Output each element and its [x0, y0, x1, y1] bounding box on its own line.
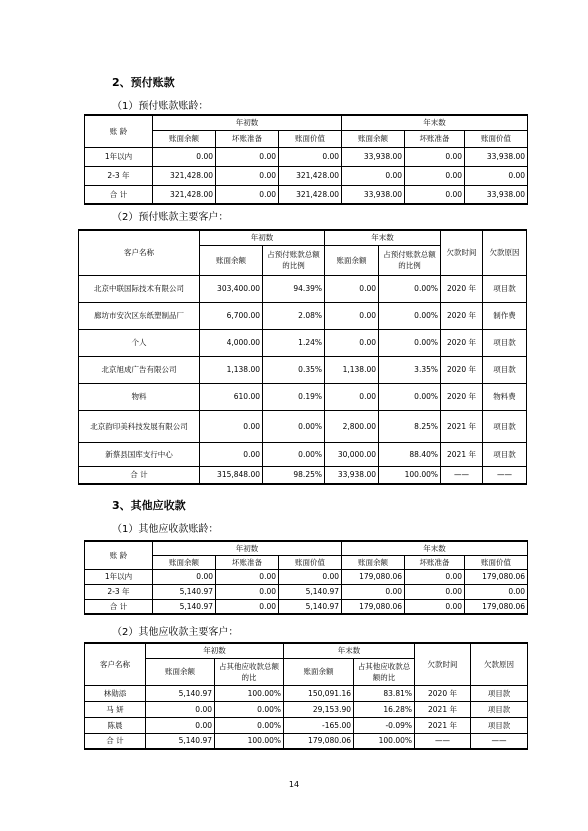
table-cell: 5,140.97 — [153, 584, 216, 599]
table-cell: 0.00 — [279, 147, 342, 166]
table-cell: 0.00 — [325, 329, 379, 356]
table-cell: 2020 年 — [441, 383, 483, 410]
sub-header: 账面价值 — [279, 555, 342, 569]
table-cell: 98.25% — [263, 466, 325, 484]
table-cell: 制作费 — [483, 302, 527, 329]
sub-header: 账面余额 — [284, 658, 354, 685]
table-cell: 0.00% — [379, 275, 441, 302]
table-cell: 0.00% — [379, 302, 441, 329]
sub-header: 坏账准备 — [405, 130, 465, 147]
table-cell: 2020 年 — [415, 685, 471, 701]
table-cell: 83.81% — [354, 685, 415, 701]
table-cell: 303,400.00 — [200, 275, 263, 302]
table-cell: 33,938.00 — [325, 466, 379, 484]
table-cell: 2020 年 — [441, 356, 483, 383]
table-cell: 6,700.00 — [200, 302, 263, 329]
table-cell: 0.00 — [216, 584, 279, 599]
table-row — [85, 685, 528, 701]
table-cell: 0.00 — [405, 569, 465, 584]
page-number: 14 — [288, 780, 300, 789]
table-cell: 2021 年 — [415, 701, 471, 717]
table-row — [79, 410, 527, 442]
table-cell: 合 计 — [85, 599, 153, 614]
header-end: 年末数 — [342, 115, 528, 130]
table-cell: 项目款 — [483, 410, 527, 442]
sub-header: 账面价值 — [465, 130, 528, 147]
table-cell: 0.00 — [405, 147, 465, 166]
table-cell: 5,140.97 — [153, 599, 216, 614]
table-total-row — [79, 466, 527, 484]
other-receivables-aging-subtitle: （1）其他应收款账龄： — [112, 524, 219, 535]
sub-header: 坏账准备 — [405, 555, 465, 569]
sub-header: 账面余额 — [153, 555, 216, 569]
table-cell: 0.00 — [153, 569, 216, 584]
table-cell: 项目款 — [483, 442, 527, 466]
table-cell: 0.00 — [153, 147, 216, 166]
table-cell: 0.00 — [216, 599, 279, 614]
prepayment-customers-table — [78, 229, 527, 485]
table-cell: 项目款 — [483, 275, 527, 302]
table-cell: 项目款 — [483, 356, 527, 383]
table-cell: 项目款 — [471, 685, 528, 701]
table-cell: 5,140.97 — [146, 685, 215, 701]
table-cell: 150,091.16 — [284, 685, 354, 701]
prepayment-customers-subtitle: （2）预付账款主要客户： — [112, 212, 229, 223]
table-cell: 0.00 — [146, 717, 215, 733]
table-cell: 个人 — [79, 329, 200, 356]
table-cell: 物料费 — [483, 383, 527, 410]
table-cell: 1.24% — [263, 329, 325, 356]
table-cell: 2021 年 — [415, 717, 471, 733]
table-cell: 项目款 — [471, 717, 528, 733]
header-begin: 年初数 — [153, 541, 342, 555]
header-arrears-reason: 欠款原因 — [471, 643, 528, 685]
table-cell: 0.00 — [405, 166, 465, 185]
section-3-title: 3、其他应收款 — [112, 499, 186, 512]
table-cell: 179,080.06 — [284, 733, 354, 749]
table-cell: 0.00 — [405, 599, 465, 614]
table-cell: 2020 年 — [441, 302, 483, 329]
table-cell: 新蔡县国库支行中心 — [79, 442, 200, 466]
sub-header: 账面价值 — [279, 130, 342, 147]
table-cell: 北京韵印美科技发展有限公司 — [79, 410, 200, 442]
table-cell: 29,153.90 — [284, 701, 354, 717]
table-cell: 88.40% — [379, 442, 441, 466]
table-row — [85, 701, 528, 717]
table-cell: 林勋添 — [85, 685, 146, 701]
table-row — [79, 442, 527, 466]
table-row — [85, 584, 528, 599]
table-row — [85, 717, 528, 733]
table-cell: 廊坊市安次区东纸塑制品厂 — [79, 302, 200, 329]
table-cell: 33,938.00 — [342, 147, 405, 166]
prepayment-aging-table — [84, 114, 528, 205]
table-cell: 321,428.00 — [279, 166, 342, 185]
sub-header: 账面余额 — [200, 245, 263, 275]
table-cell: 3.35% — [379, 356, 441, 383]
table-cell: 4,000.00 — [200, 329, 263, 356]
table-cell: 5,140.97 — [279, 584, 342, 599]
section-2-title: 2、预付账款 — [112, 76, 175, 89]
table-cell: 179,080.06 — [465, 599, 528, 614]
table-cell: 项目款 — [471, 701, 528, 717]
header-arrears-reason: 欠款原因 — [483, 230, 527, 275]
table-cell: 2,800.00 — [325, 410, 379, 442]
header-age: 账 龄 — [85, 115, 153, 147]
table-cell: 0.00 — [216, 166, 279, 185]
table-cell: 1,138.00 — [325, 356, 379, 383]
table-row — [79, 329, 527, 356]
table-cell: 30,000.00 — [325, 442, 379, 466]
sub-header: 账面余额 — [342, 555, 405, 569]
table-row — [85, 147, 528, 166]
header-end: 年末数 — [342, 541, 528, 555]
table-cell: 5,140.97 — [279, 599, 342, 614]
table-cell: 北京旭成广告有限公司 — [79, 356, 200, 383]
table-cell: —— — [441, 466, 483, 484]
table-cell: 0.00 — [216, 185, 279, 204]
table-cell: —— — [415, 733, 471, 749]
table-total-row — [85, 599, 528, 614]
table-cell: 0.00 — [465, 584, 528, 599]
prepayment-aging-subtitle: （1）预付账款账龄： — [112, 101, 209, 112]
table-cell: 0.00 — [216, 147, 279, 166]
table-row — [79, 356, 527, 383]
table-total-row — [85, 733, 528, 749]
table-cell: 0.00 — [342, 166, 405, 185]
table-cell: 1年以内 — [85, 147, 153, 166]
sub-header: 坏账准备 — [216, 130, 279, 147]
table-cell: 0.35% — [263, 356, 325, 383]
header-age: 账 龄 — [85, 541, 153, 569]
table-cell: 100.00% — [354, 733, 415, 749]
table-cell: —— — [471, 733, 528, 749]
sub-header: 账面余额 — [146, 658, 215, 685]
table-cell: 2021 年 — [441, 442, 483, 466]
header-begin: 年初数 — [153, 115, 342, 130]
table-cell: 0.00% — [263, 442, 325, 466]
table-cell: 2020 年 — [441, 329, 483, 356]
header-customer-name: 客户名称 — [85, 643, 146, 685]
table-cell: 100.00% — [215, 733, 284, 749]
sub-header: 账面余额 — [325, 245, 379, 275]
sub-header: 坏账准备 — [216, 555, 279, 569]
table-row — [79, 275, 527, 302]
table-cell: 2020 年 — [441, 275, 483, 302]
sub-header: 账面余额 — [342, 130, 405, 147]
table-cell: 100.00% — [215, 685, 284, 701]
table-cell: 合 计 — [85, 733, 146, 749]
table-cell: 33,938.00 — [465, 147, 528, 166]
table-cell: 2.08% — [263, 302, 325, 329]
table-cell: 0.00% — [215, 701, 284, 717]
header-begin: 年初数 — [146, 643, 284, 658]
sub-header: 占预付账款总额的比例 — [379, 245, 441, 275]
table-cell: 321,428.00 — [279, 185, 342, 204]
table-cell: —— — [483, 466, 527, 484]
table-cell: 321,428.00 — [153, 166, 216, 185]
table-cell: 0.00% — [379, 329, 441, 356]
table-cell: 179,080.06 — [342, 599, 405, 614]
sub-header: 占其他应收款总额的比 — [215, 658, 284, 685]
table-cell: 33,938.00 — [342, 185, 405, 204]
sub-header: 占预付账款总额的比例 — [263, 245, 325, 275]
table-cell: 94.39% — [263, 275, 325, 302]
sub-header: 账面价值 — [465, 555, 528, 569]
table-cell: 北京中联国际技术有限公司 — [79, 275, 200, 302]
table-cell: 合 计 — [85, 185, 153, 204]
table-cell: 0.00 — [200, 442, 263, 466]
table-cell: 179,080.06 — [342, 569, 405, 584]
table-cell: 0.00 — [279, 569, 342, 584]
table-cell: 合 计 — [79, 466, 200, 484]
table-cell: 马 妍 — [85, 701, 146, 717]
table-cell: 8.25% — [379, 410, 441, 442]
table-cell: -0.09% — [354, 717, 415, 733]
table-cell: 315,848.00 — [200, 466, 263, 484]
table-cell: 610.00 — [200, 383, 263, 410]
table-cell: 0.00 — [325, 383, 379, 410]
header-arrears-time: 欠款时间 — [441, 230, 483, 275]
header-customer-name: 客户名称 — [79, 230, 200, 275]
table-cell: 0.00% — [215, 717, 284, 733]
table-cell: 项目款 — [483, 329, 527, 356]
table-total-row — [85, 185, 528, 204]
table-cell: 33,938.00 — [465, 185, 528, 204]
table-cell: 5,140.97 — [146, 733, 215, 749]
table-cell: 0.00 — [342, 584, 405, 599]
table-row — [85, 569, 528, 584]
table-cell: 0.19% — [263, 383, 325, 410]
table-cell: 0.00 — [325, 275, 379, 302]
other-receivables-aging-table — [84, 540, 528, 615]
table-cell: 0.00% — [263, 410, 325, 442]
table-row — [79, 302, 527, 329]
table-cell: 0.00 — [200, 410, 263, 442]
header-end: 年末数 — [284, 643, 415, 658]
sub-header: 占其他应收款总额的比 — [354, 658, 415, 685]
table-cell: 陈晨 — [85, 717, 146, 733]
other-receivables-customers-subtitle: （2）其他应收款主要客户： — [112, 627, 239, 638]
table-cell: 1,138.00 — [200, 356, 263, 383]
table-cell: 2-3 年 — [85, 166, 153, 185]
table-cell: 0.00 — [405, 185, 465, 204]
sub-header: 账面余额 — [153, 130, 216, 147]
table-cell: 2021 年 — [441, 410, 483, 442]
table-cell: 0.00 — [146, 701, 215, 717]
header-end: 年末数 — [325, 230, 441, 245]
table-cell: 100.00% — [379, 466, 441, 484]
table-cell: 0.00 — [405, 584, 465, 599]
table-cell: -165.00 — [284, 717, 354, 733]
other-receivables-customers-table — [84, 642, 528, 750]
table-cell: 179,080.06 — [465, 569, 528, 584]
header-begin: 年初数 — [200, 230, 325, 245]
table-cell: 16.28% — [354, 701, 415, 717]
table-cell: 0.00 — [216, 569, 279, 584]
table-cell: 0.00 — [465, 166, 528, 185]
table-row — [85, 166, 528, 185]
table-cell: 2-3 年 — [85, 584, 153, 599]
header-arrears-time: 欠款时间 — [415, 643, 471, 685]
table-cell: 物料 — [79, 383, 200, 410]
table-cell: 321,428.00 — [153, 185, 216, 204]
table-cell: 0.00% — [379, 383, 441, 410]
table-row — [79, 383, 527, 410]
table-cell: 1年以内 — [85, 569, 153, 584]
table-cell: 0.00 — [325, 302, 379, 329]
